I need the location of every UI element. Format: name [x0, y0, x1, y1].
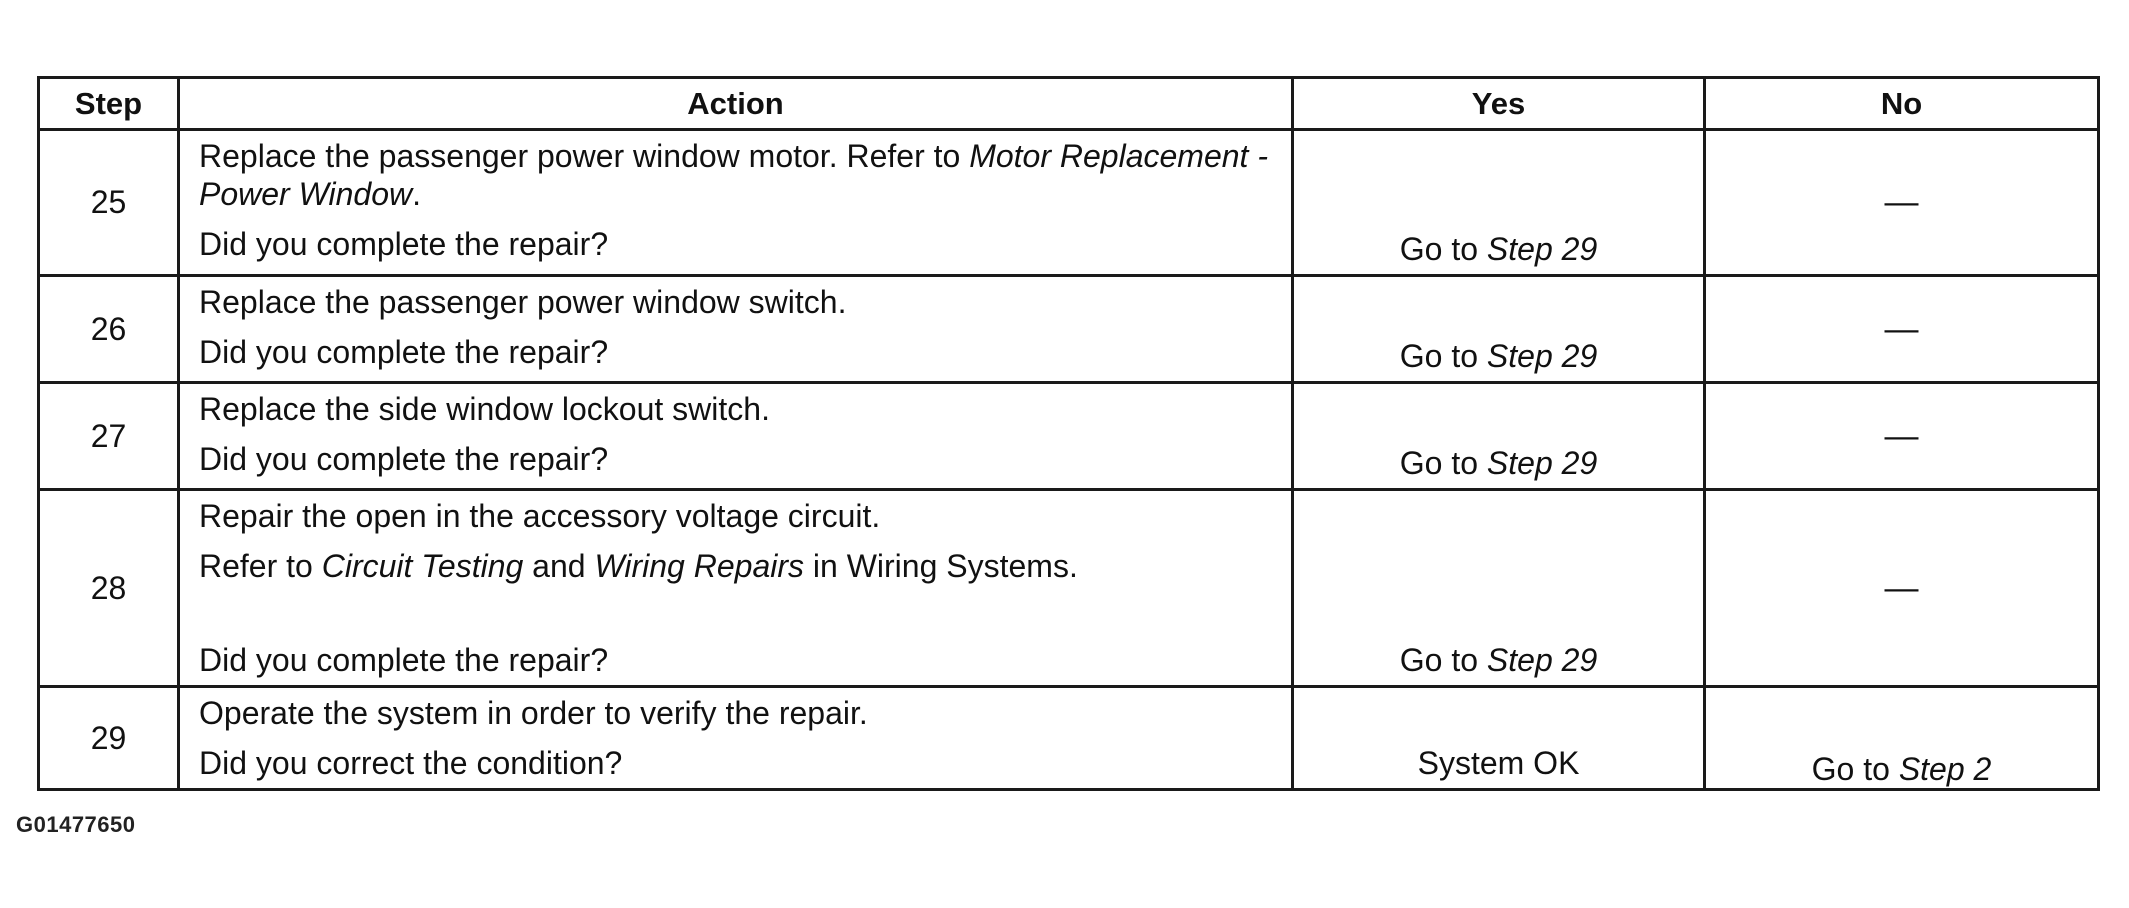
table-row	[39, 276, 2099, 383]
yes-result-cell	[1293, 383, 1705, 490]
figure-id-label: G01477650	[16, 812, 136, 837]
yes-column-header: Yes	[1293, 78, 1705, 130]
action-text: Refer to	[199, 548, 322, 584]
action-paragraph	[199, 283, 1281, 321]
action-text: Did you complete the repair?	[199, 642, 609, 678]
no-result-cell	[1705, 687, 2099, 790]
table-row	[39, 687, 2099, 790]
action-text: Did you complete the repair?	[199, 226, 609, 262]
action-cell	[179, 687, 1293, 790]
action-column-header: Action	[179, 78, 1293, 130]
yes-result-cell	[1293, 130, 1705, 276]
action-text: Did you complete the repair?	[199, 334, 609, 370]
step-reference: Step 29	[1486, 445, 1598, 481]
diagnostic-table	[37, 76, 2100, 791]
action-text: Did you complete the repair?	[199, 441, 609, 477]
action-cell	[179, 490, 1293, 687]
step-reference: Step 29	[1486, 642, 1598, 678]
step-number: 27	[39, 383, 179, 490]
action-text: Replace the side window lockout switch.	[199, 391, 770, 427]
yes-result-text: Go to	[1399, 231, 1487, 267]
step-number: 29	[39, 687, 179, 790]
action-text: Operate the system in order to verify the repair.	[199, 695, 868, 731]
action-paragraph	[199, 137, 1281, 213]
yes-result-cell	[1293, 276, 1705, 383]
step-reference: Step 2	[1898, 751, 1992, 787]
table-row	[39, 130, 2099, 276]
cross-reference-text: Motor Replacement - Power Window	[199, 138, 1268, 212]
em-dash: —	[1884, 309, 1919, 348]
yes-result-cell	[1293, 687, 1705, 790]
yes-result-text: Go to	[1399, 642, 1487, 678]
step-number: 26	[39, 276, 179, 383]
table-row	[39, 383, 2099, 490]
action-paragraph	[199, 744, 1281, 782]
action-cell	[179, 276, 1293, 383]
table-header-row	[39, 78, 2099, 130]
action-paragraph	[199, 390, 1281, 428]
yes-result-text: System OK	[1417, 745, 1580, 781]
step-reference: Step 29	[1486, 231, 1598, 267]
no-result-cell	[1705, 490, 2099, 687]
cross-reference-text: Wiring Repairs	[594, 548, 804, 584]
no-result-text: Go to	[1811, 751, 1899, 787]
action-text: Repair the open in the accessory voltage circuit.	[199, 498, 881, 534]
action-text: and	[523, 548, 595, 584]
no-column-header: No	[1705, 78, 2099, 130]
em-dash: —	[1884, 568, 1919, 607]
action-paragraph	[199, 440, 1281, 478]
yes-result-cell	[1293, 490, 1705, 687]
cross-reference-text: Circuit Testing	[321, 548, 524, 584]
no-result-cell	[1705, 383, 2099, 490]
table-body	[39, 130, 2099, 790]
yes-result-text: Go to	[1399, 338, 1487, 374]
action-paragraph	[199, 333, 1281, 371]
action-text: .	[412, 176, 422, 212]
action-paragraph	[199, 641, 1281, 679]
action-paragraph	[199, 694, 1281, 732]
step-reference: Step 29	[1486, 338, 1598, 374]
em-dash: —	[1884, 416, 1919, 455]
action-cell	[179, 130, 1293, 276]
action-paragraph	[199, 547, 1281, 585]
step-number: 28	[39, 490, 179, 687]
action-paragraph	[199, 225, 1281, 263]
action-text: Did you correct the condition?	[199, 745, 623, 781]
action-text: Replace the passenger power window switch.	[199, 284, 847, 320]
action-text: Replace the passenger power window motor. Refer to	[199, 138, 970, 174]
em-dash: —	[1884, 183, 1919, 221]
step-column-header: Step	[39, 78, 179, 130]
action-cell	[179, 383, 1293, 490]
no-result-cell	[1705, 276, 2099, 383]
step-number: 25	[39, 130, 179, 276]
yes-result-text: Go to	[1399, 445, 1487, 481]
action-paragraph	[199, 497, 1281, 535]
table-row	[39, 490, 2099, 687]
no-result-cell	[1705, 130, 2099, 276]
action-text: in Wiring Systems.	[804, 548, 1078, 584]
